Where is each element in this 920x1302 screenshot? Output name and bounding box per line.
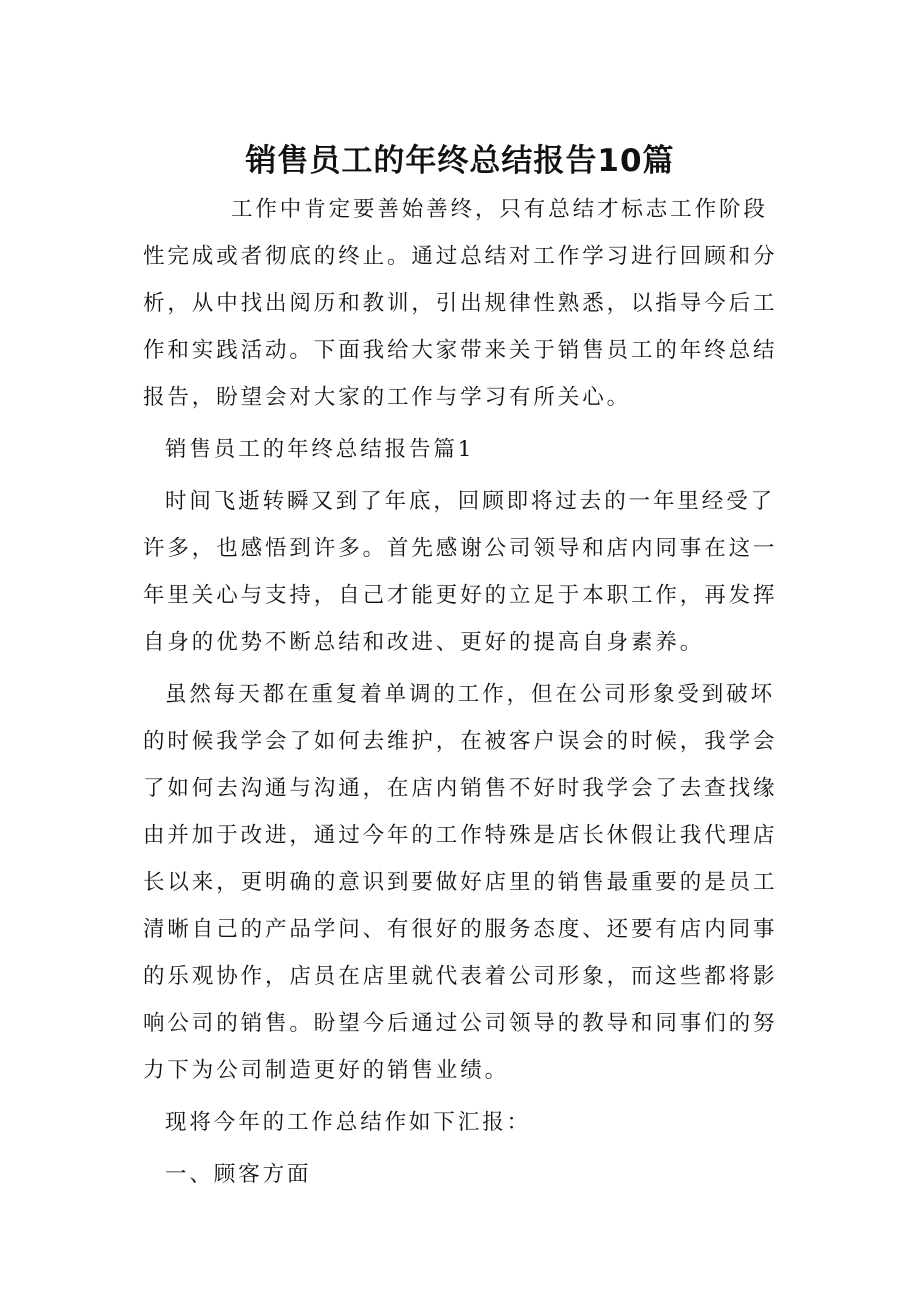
- text-line: 年里关心与支持，自己才能更好的立足于本职工作，再发挥: [143, 583, 778, 608]
- text-line: 虽然每天都在重复着单调的工作，但在公司形象受到破坏: [165, 682, 776, 707]
- text-line: 工作中肯定要善始善终，只有总结才标志工作阶段: [231, 197, 768, 222]
- subsection-heading: [143, 1151, 793, 1198]
- text-line: 自身的优势不断总结和改进、更好的提高自身素养。: [143, 630, 705, 655]
- text-line: 力下为公司制造更好的销售业绩。: [143, 1058, 510, 1083]
- body-paragraph: [143, 478, 793, 666]
- section-heading: [143, 426, 793, 473]
- intro-paragraph: [143, 186, 793, 421]
- text-line: 的乐观协作，店员在店里就代表着公司形象，而这些都将影: [143, 964, 778, 989]
- text-line: 销售员工的年终总结报告篇1: [165, 437, 475, 462]
- text-line: 析，从中找出阅历和教训，引出规律性熟悉，以指导今后工: [143, 291, 778, 316]
- body-paragraph: [143, 671, 793, 1094]
- text-line: 现将今年的工作总结作如下汇报：: [165, 1110, 532, 1135]
- text-line: 了如何去沟通与沟通，在店内销售不好时我学会了去查找缘: [143, 776, 778, 801]
- text-line: 一、顾客方面: [165, 1162, 312, 1187]
- text-line: 的时候我学会了如何去维护，在被客户误会的时候，我学会: [143, 729, 778, 754]
- text-line: 长以来，更明确的意识到要做好店里的销售最重要的是员工: [143, 870, 778, 895]
- text-line: 许多，也感悟到许多。首先感谢公司领导和店内同事在这一: [143, 536, 778, 561]
- text-line: 性完成或者彻底的终止。通过总结对工作学习进行回顾和分: [143, 244, 778, 269]
- text-line: 报告，盼望会对大家的工作与学习有所关心。: [143, 385, 632, 410]
- document-body: [143, 186, 793, 1203]
- text-line: 作和实践活动。下面我给大家带来关于销售员工的年终总结: [143, 338, 778, 363]
- text-line: 响公司的销售。盼望今后通过公司领导的教导和同事们的努: [143, 1011, 778, 1036]
- text-line: 时间飞逝转瞬又到了年底，回顾即将过去的一年里经受了: [165, 489, 776, 514]
- body-paragraph: [143, 1099, 793, 1146]
- text-line: 清晰自己的产品学问、有很好的服务态度、还要有店内同事: [143, 917, 778, 942]
- text-line: 由并加于改进，通过今年的工作特殊是店长休假让我代理店: [143, 823, 778, 848]
- document-title: 销售员工的年终总结报告10篇: [245, 142, 675, 179]
